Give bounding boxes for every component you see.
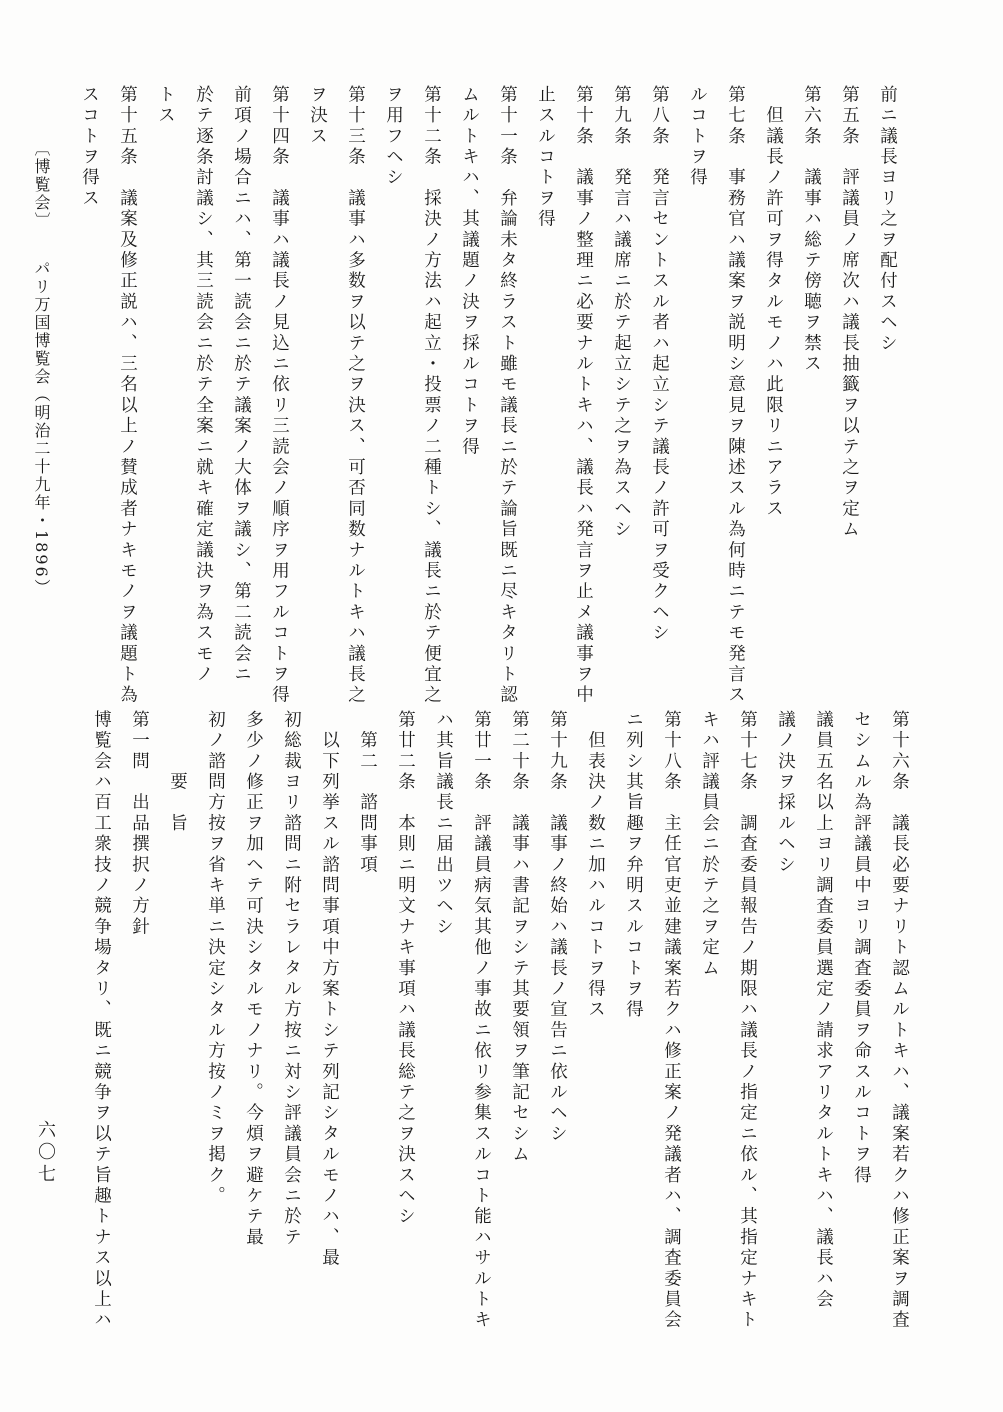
text-column: 第一問 出品撰択ノ方針: [129, 710, 150, 938]
text-column: ハ其旨議長ニ届出ツヘシ: [433, 710, 454, 938]
text-column: 第八条 発言セントスル者ハ起立シテ議長ノ許可ヲ受クヘシ: [649, 85, 670, 644]
text-column: 第十七条 調査委員報告ノ期限ハ議長ノ指定ニ依ル、其指定ナキト: [737, 710, 758, 1331]
page-number: 六〇七: [35, 1120, 56, 1186]
text-column: 第十二条 採決ノ方法ハ起立・投票ノ二種トシ、議長ニ於テ便宜之: [421, 85, 442, 706]
text-column: 以下列挙スル諮問事項中方案トシテ列記シタルモノハ、最: [319, 710, 340, 1269]
footer-title: パリ万国博覧会（明治二十九年・1896）: [32, 260, 51, 597]
text-column: スコトヲ得ス: [79, 85, 100, 210]
text-column: 第十五条 議案及修正説ハ、三名以上ノ賛成者ナキモノヲ議題ト為: [117, 85, 138, 706]
text-column: 議員五名以上ヨリ調査委員選定ノ請求アリタルトキハ、議長ハ会: [813, 710, 834, 1311]
text-column: 初総裁ヨリ諮問ニ附セラレタル方按ニ対シ評議員会ニ於テ: [281, 710, 302, 1249]
text-column: トス: [155, 85, 176, 127]
text-column: 第十八条 主任官吏並建議案若クハ修正案ノ発議者ハ、調査委員会: [661, 710, 682, 1331]
text-column: 第二 諮問事項: [357, 710, 378, 876]
text-column: キハ評議員会ニ於テ之ヲ定ム: [699, 710, 720, 980]
text-column: 第十九条 議事ノ終始ハ議長ノ宣告ニ依ルヘシ: [547, 710, 568, 1145]
text-column: 第二十条 議事ハ書記ヲシテ其要領ヲ筆記セシム: [509, 710, 530, 1166]
text-column: ヲ用フヘシ: [383, 85, 404, 189]
text-column: 止スルコトヲ得: [535, 85, 556, 230]
text-column: 第十一条 弁論未タ終ラスト雖モ議長ニ於テ論旨既ニ尽キタリト認: [497, 85, 518, 706]
text-column: 但表決ノ数ニ加ハルコトヲ得ス: [585, 710, 606, 1021]
text-column: 第廿二条 本則ニ明文ナキ事項ハ議長総テ之ヲ決スヘシ: [395, 710, 416, 1228]
text-column: 初ノ諮問方按ヲ省キ単ニ決定シタル方按ノミヲ掲ク。: [205, 710, 226, 1207]
text-column: 第十条 議事ノ整理ニ必要ナルトキハ、議長ハ発言ヲ止メ議事ヲ中: [573, 85, 594, 706]
text-column: 第九条 発言ハ議席ニ於テ起立シテ之ヲ為スヘシ: [611, 85, 632, 541]
text-column: 第十三条 議事ハ多数ヲ以テ之ヲ決ス、可否同数ナルトキハ議長之: [345, 85, 366, 706]
text-column: ニ列シ其旨趣ヲ弁明スルコトヲ得: [623, 710, 644, 1021]
text-column: 要 旨: [167, 710, 188, 835]
text-column: 第十六条 議長必要ナリト認ムルトキハ、議案若クハ修正案ヲ調査: [889, 710, 910, 1331]
text-column: 於テ逐条討議シ、其三読会ニ於テ全案ニ就キ確定議決ヲ為スモノ: [193, 85, 214, 686]
text-column: 博覧会ハ百工衆技ノ競争場タリ、既ニ競争ヲ以テ旨趣トナス以上ハ: [91, 710, 112, 1331]
text-column: 第廿一条 評議員病気其他ノ事故ニ依リ参集スルコト能ハサルトキ: [471, 710, 492, 1331]
text-column: 前ニ議長ヨリ之ヲ配付スヘシ: [877, 85, 898, 355]
text-column: 第十四条 議事ハ議長ノ見込ニ依リ三読会ノ順序ヲ用フルコトヲ得: [269, 85, 290, 706]
footer-category: 〔博覧会〕: [32, 140, 51, 230]
text-column: セシムル為評議員中ヨリ調査委員ヲ命スルコトヲ得: [851, 710, 872, 1187]
text-column: 前項ノ場合ニハ、第一読会ニ於テ議案ノ大体ヲ議シ、第二読会ニ: [231, 85, 252, 686]
text-column: 多少ノ修正ヲ加ヘテ可決シタルモノナリ。今煩ヲ避ケテ最: [243, 710, 264, 1249]
text-column: 第七条 事務官ハ議案ヲ説明シ意見ヲ陳述スル為何時ニテモ発言ス: [725, 85, 746, 706]
text-column: ヲ決ス: [307, 85, 328, 148]
text-column: 但議長ノ許可ヲ得タルモノハ此限リニアラス: [763, 85, 784, 520]
text-column: ルコトヲ得: [687, 85, 708, 189]
text-column: 第六条 議事ハ総テ傍聴ヲ禁ス: [801, 85, 822, 375]
text-column: 第五条 評議員ノ席次ハ議長抽籤ヲ以テ之ヲ定ム: [839, 85, 860, 541]
text-column: ムルトキハ、其議題ノ決ヲ採ルコトヲ得: [459, 85, 480, 458]
text-column: 議ノ決ヲ採ルヘシ: [775, 710, 796, 876]
